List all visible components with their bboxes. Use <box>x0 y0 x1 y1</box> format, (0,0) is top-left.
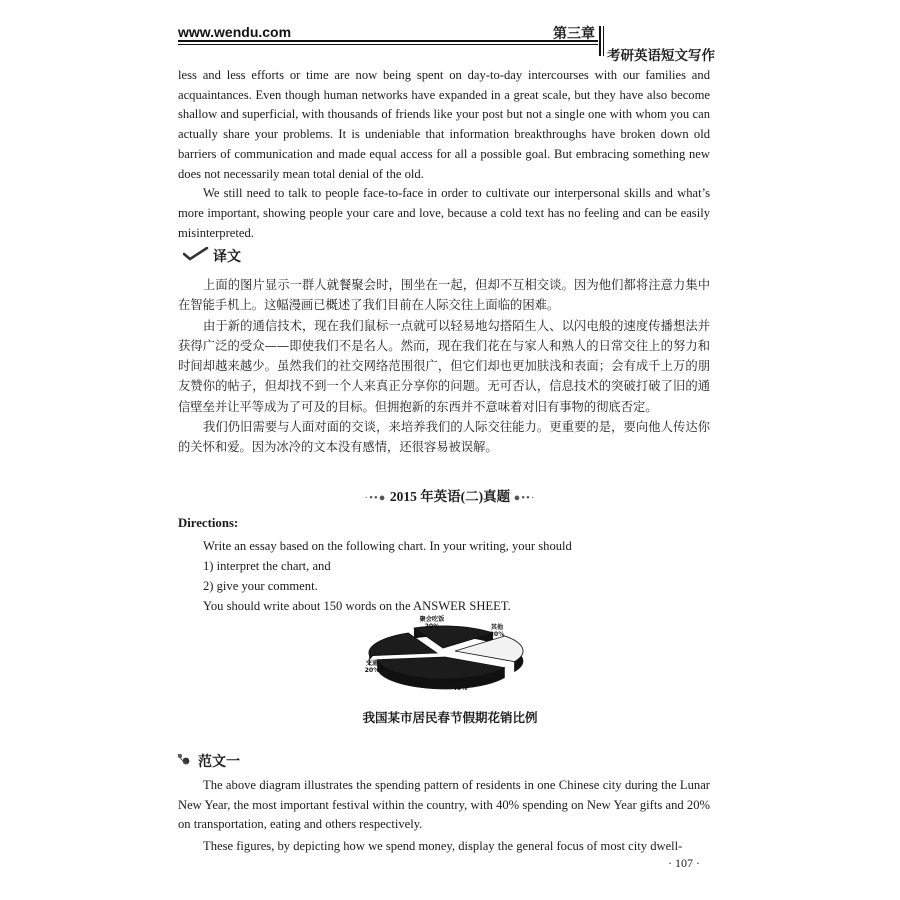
header-chapter: 第三章 <box>553 26 595 42</box>
direction-line: 2) give your comment. <box>203 579 318 593</box>
header-book-title: 考研英语短文写作 <box>607 48 715 64</box>
direction-line: 1) interpret the chart, and <box>203 559 331 573</box>
pie-chart <box>360 615 530 697</box>
pie-slice-label: 其他 <box>490 624 504 631</box>
pie-slice-value: 20% <box>364 667 380 674</box>
direction-line: Write an essay based on the following chart. In your writing, your should <box>203 539 572 553</box>
sample-heading <box>176 751 240 771</box>
pie-chart-svg <box>360 615 530 697</box>
pie-slice-label: 交通 <box>365 660 379 667</box>
exam-title-text: 2015 年英语(二)真题 <box>389 489 511 504</box>
translation-text <box>178 275 710 458</box>
pie-slice-value: 20% <box>424 623 440 630</box>
essay-paragraph-1: less and less efforts or time are now being spent on day-to-day intercourses with our families and acquaintances. Even though human networks have expanded in a great scale, but they have also become shallow and superficial, with thousands of friends like your post but not a single one with whom you can actually share your problems. It is undeniable that information breakthroughs have broken down old barriers of communication and made equal access for all a possible goal. But embracing something new does not necessarily mean total denial of the old. <box>178 68 710 181</box>
translation-heading-label: 译文 <box>213 249 241 265</box>
pie-slice-label: 聚会吃饭 <box>419 616 445 623</box>
sample-essay <box>178 776 710 857</box>
pie-slice-label: 新年礼物 <box>447 678 473 685</box>
essay-paragraph-2: We still need to talk to people face-to-face in order to cultivate our interpersonal skills and what’s more important, showing people your care and love, because a cold text has no feeling and can be easily misinterpreted. <box>178 186 710 240</box>
pie-slice-value: 40% <box>452 685 468 692</box>
header-divider <box>599 26 601 56</box>
header-divider-thin <box>603 26 604 56</box>
essay-end <box>178 66 710 243</box>
header-rule-thin <box>178 44 598 45</box>
checkmark-icon <box>183 247 209 265</box>
sprout-icon <box>176 752 194 770</box>
sample-heading-label: 范文一 <box>198 754 240 770</box>
dots-right-icon: ●••· <box>513 492 536 504</box>
sample-paragraph-2: These figures, by depicting how we spend money, display the general focus of most city dwell- <box>203 839 683 854</box>
directions-label: Directions: <box>178 516 239 530</box>
direction-line: You should write about 150 words on the ANSWER SHEET. <box>203 599 511 613</box>
translation-heading <box>183 246 241 266</box>
directions-lines <box>203 536 572 616</box>
pie-slice-value: 20% <box>489 631 505 638</box>
header-rule <box>178 40 598 42</box>
exam-title <box>330 485 570 505</box>
dots-left-icon: ·••● <box>364 492 387 504</box>
translation-paragraph-1: 上面的图片显示一群人就餐聚会时，围坐在一起，但却不互相交谈。因为他们都将注意力集中在智能手机上。这幅漫画已概述了我们目前在人际交往上面临的困难。 <box>178 278 710 313</box>
chart-caption: 我国某市居民春节假期花销比例 <box>362 710 538 725</box>
page-number: · 107 · <box>668 856 700 870</box>
translation-paragraph-3: 我们仍旧需要与人面对面的交谈，来培养我们的人际交往能力。更重要的是，要向他人传达你的关怀和爱。因为冰冷的文本没有感情，还很容易被误解。 <box>178 420 710 455</box>
header-url: www.wendu.com <box>178 24 292 40</box>
translation-paragraph-2: 由于新的通信技术，现在我们鼠标一点就可以轻易地勾搭陌生人、以闪电般的速度传播想法并获得广泛的受众——即使我们不是名人。然而，现在我们花在与家人和熟人的日常交往上的努力和时间却越来越少。虽然我们的社交网络范围很广，但它们却也更加肤浅和表面；会有成千上万的朋友赞你的帖子，但却找不到一个人来真正分享你的问题。无可否认，信息技术的突破打破了旧的通信壁垒并让平等成为了可及的目标。但拥抱新的东西并不意味着对旧有事物的彻底否定。 <box>178 318 710 414</box>
sample-paragraph-1: The above diagram illustrates the spending pattern of residents in one Chinese city during the Lunar New Year, the most important festival within the country, with 40% spending on New Year gifts and 20% on transportation, eating and others respectively. <box>178 778 710 832</box>
